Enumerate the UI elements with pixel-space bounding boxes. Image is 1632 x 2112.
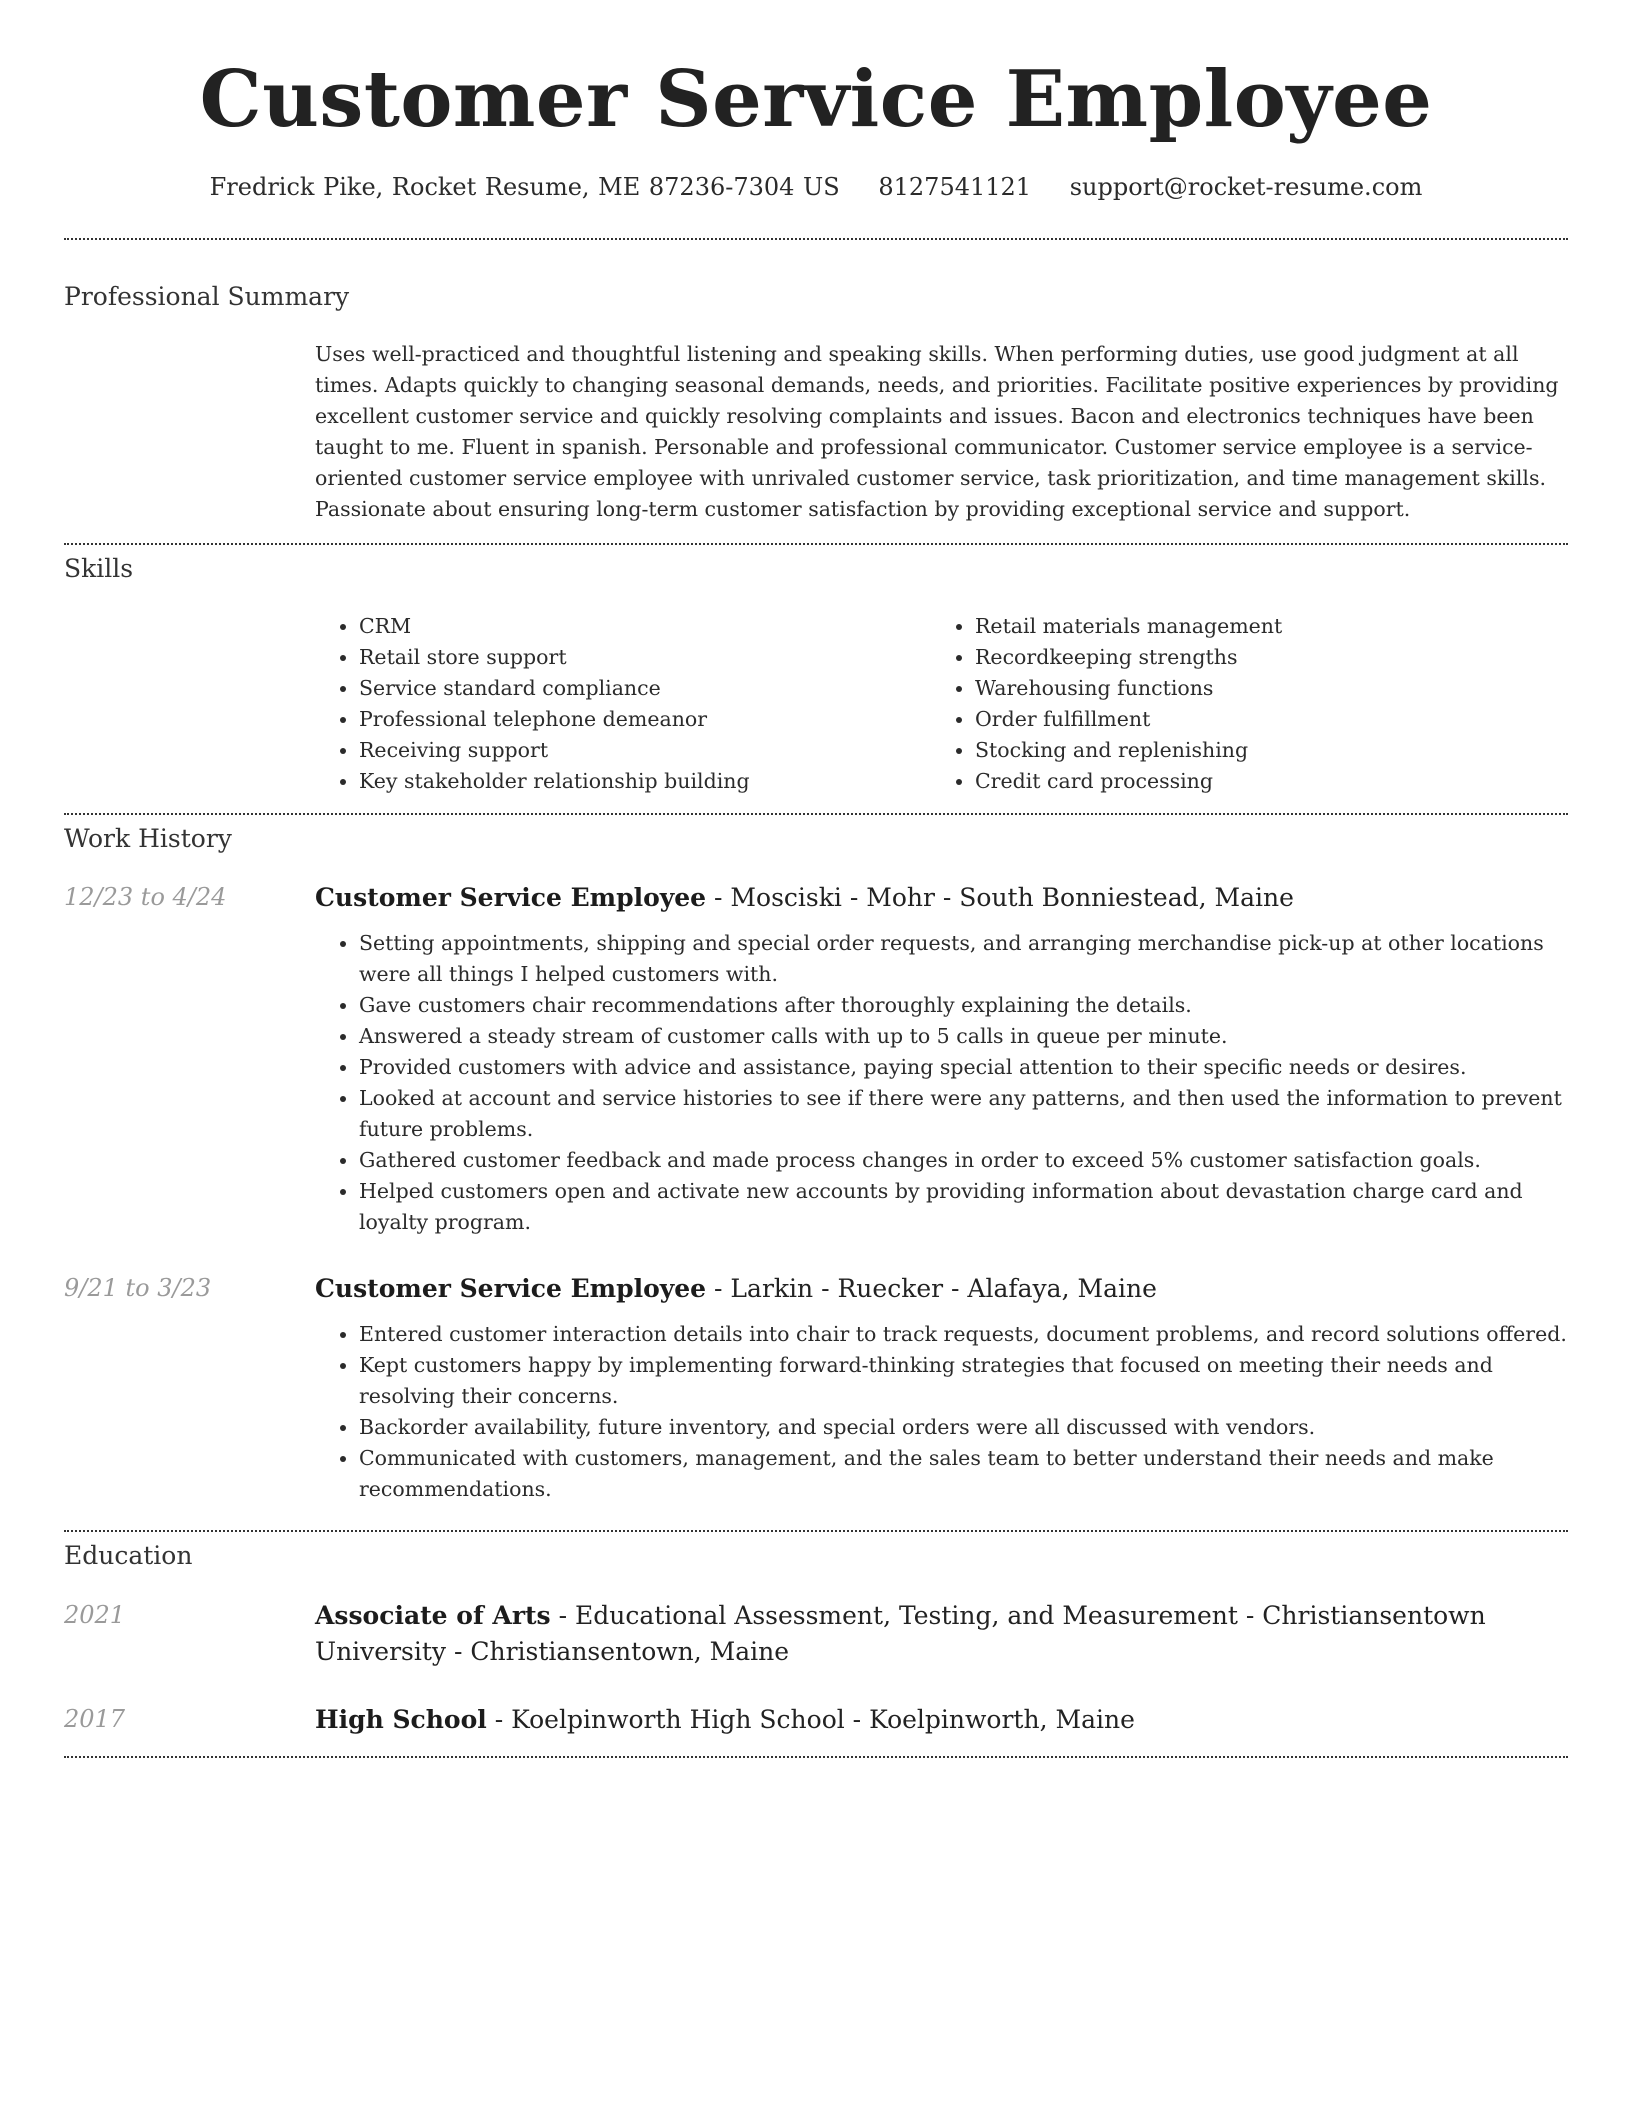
resume-header [0,0,1632,204]
divider [64,1530,1568,1532]
job-bullet: • Helped customers open and activate new accounts by providing information about devastation charge card and loyalty program. [359,1176,1568,1238]
education-entry [315,1598,1568,1670]
skill-item: • Key stakeholder relationship building [359,766,931,797]
divider [64,543,1568,545]
contact-line [0,170,1632,204]
skill-item: • Order fulfillment [975,704,1547,735]
job-bullets [315,1319,1568,1505]
summary-text: Uses well-practiced and thoughtful listening and speaking skills. When performing duties, use good judgment at all times. Adapts quickly to changing seasonal demands, needs, and priorities. Facilitate positive experiences by providing excellent customer service and quickly resolving complaints and issues. Bacon and electronics techniques have been taught to me. Fluent in spanish. Personable and professional communicator. Customer service employee is a service-oriented customer service employee with unrivaled customer service, task prioritization, and time management skills. Passionate about ensuring long-term customer satisfaction by providing exceptional service and support. [315,342,1559,521]
job-bullet: • Looked at account and service histories to see if there were any patterns, and then used the information to prevent future problems. [359,1083,1568,1145]
education-details: - Educational Assessment, Testing, and Measurement - Christiansentown University - Christiansentown, Maine [315,1601,1486,1666]
job-entry [315,880,1568,1238]
skill-item: • Receiving support [359,735,931,766]
contact-email: support@rocket-resume.com [1069,173,1423,201]
skills-list-right [931,611,1547,797]
job-bullet: • Communicated with customers, management, and the sales team to better understand their needs and make recommendations. [359,1443,1568,1505]
job-bullets [315,928,1568,1238]
summary-section [315,339,1568,525]
skill-item: • CRM [359,611,931,642]
skill-item: • Stocking and replenishing [975,735,1547,766]
job-bullet: • Setting appointments, shipping and special order requests, and arranging merchandise pick-up at other locations were all things I helped customers with. [359,928,1568,990]
job-employer: - Larkin - Ruecker - Alafaya, Maine [706,1274,1157,1303]
job-bullet: • Gathered customer feedback and made process changes in order to exceed 5% customer satisfaction goals. [359,1145,1568,1176]
job-dates: 12/23 to 4/24 [64,883,227,911]
job-bullet: • Answered a steady stream of customer calls with up to 5 calls in queue per minute. [359,1021,1568,1052]
education-year: 2021 [64,1601,126,1629]
divider [64,813,1568,815]
skill-item: • Warehousing functions [975,673,1547,704]
education-year: 2017 [64,1705,126,1733]
degree: Associate of Arts [315,1601,551,1630]
contact-phone: 8127541121 [878,173,1032,201]
work-heading: Work History [64,824,232,853]
education-entry [315,1702,1568,1738]
job-title: Customer Service Employee [315,883,707,912]
job-employer: - Mosciski - Mohr - South Bonniestead, Maine [706,883,1294,912]
job-title-line [315,880,1568,916]
degree: High School [315,1705,487,1734]
job-dates: 9/21 to 3/23 [64,1274,212,1302]
skill-item: • Retail materials management [975,611,1547,642]
contact-address: Fredrick Pike, Rocket Resume, ME 87236-7304 US [209,173,840,201]
skill-item: • Professional telephone demeanor [359,704,931,735]
divider [64,1756,1568,1758]
education-title-line [315,1598,1568,1670]
skill-item: • Retail store support [359,642,931,673]
summary-heading: Professional Summary [64,282,350,311]
education-details: - Koelpinworth High School - Koelpinworth, Maine [486,1705,1135,1734]
job-bullet: • Backorder availability, future inventory, and special orders were all discussed with vendors. [359,1412,1568,1443]
job-bullet: • Entered customer interaction details into chair to track requests, document problems, and record solutions offered. [359,1319,1568,1350]
skill-item: • Recordkeeping strengths [975,642,1547,673]
job-bullet: • Provided customers with advice and assistance, paying special attention to their specific needs or desires. [359,1052,1568,1083]
skills-columns [315,611,1568,797]
job-title: Customer Service Employee [315,1274,707,1303]
skills-heading: Skills [64,554,134,583]
job-entry [315,1271,1568,1505]
divider [64,238,1568,240]
skills-section [315,611,1568,797]
education-title-line [315,1702,1568,1738]
candidate-name: Customer Service Employee [199,54,1433,145]
job-bullet: • Gave customers chair recommendations after thoroughly explaining the details. [359,990,1568,1021]
skill-item: • Credit card processing [975,766,1547,797]
skills-list-left [315,611,931,797]
job-bullet: • Kept customers happy by implementing forward-thinking strategies that focused on meeting their needs and resolving their concerns. [359,1350,1568,1412]
skill-item: • Service standard compliance [359,673,931,704]
education-heading: Education [64,1541,193,1570]
job-title-line [315,1271,1568,1307]
